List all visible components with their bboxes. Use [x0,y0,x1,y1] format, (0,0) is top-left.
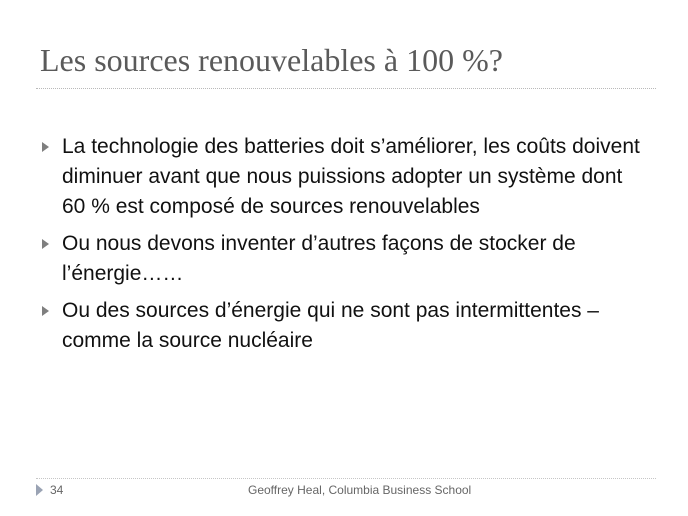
bullet-text: Ou nous devons inventer d’autres façons de stocker de l’énergie…… [62,232,576,285]
title-divider [36,88,656,89]
footer-text: Geoffrey Heal, Columbia Business School [248,483,472,497]
triangle-bullet-icon [42,306,49,316]
bullet-item [40,229,650,289]
triangle-marker-icon [36,484,43,496]
bullet-text: La technologie des batteries doit s’améliorer, les coûts doivent diminuer avant que nous puissions adopter un système dont 60 % est composé de sources renouvelables [62,135,640,218]
slide-title: Les sources renouvelables à 100 %? [40,42,503,78]
bullet-text: Ou des sources d’énergie qui ne sont pas intermittentes – comme la source nucléaire [62,299,599,352]
triangle-bullet-icon [42,142,49,152]
bullet-item [40,132,650,222]
slide-number: 34 [50,483,64,497]
bullet-list [40,132,650,363]
bullet-item [40,296,650,356]
footer-divider [36,478,656,479]
triangle-bullet-icon [42,239,49,249]
